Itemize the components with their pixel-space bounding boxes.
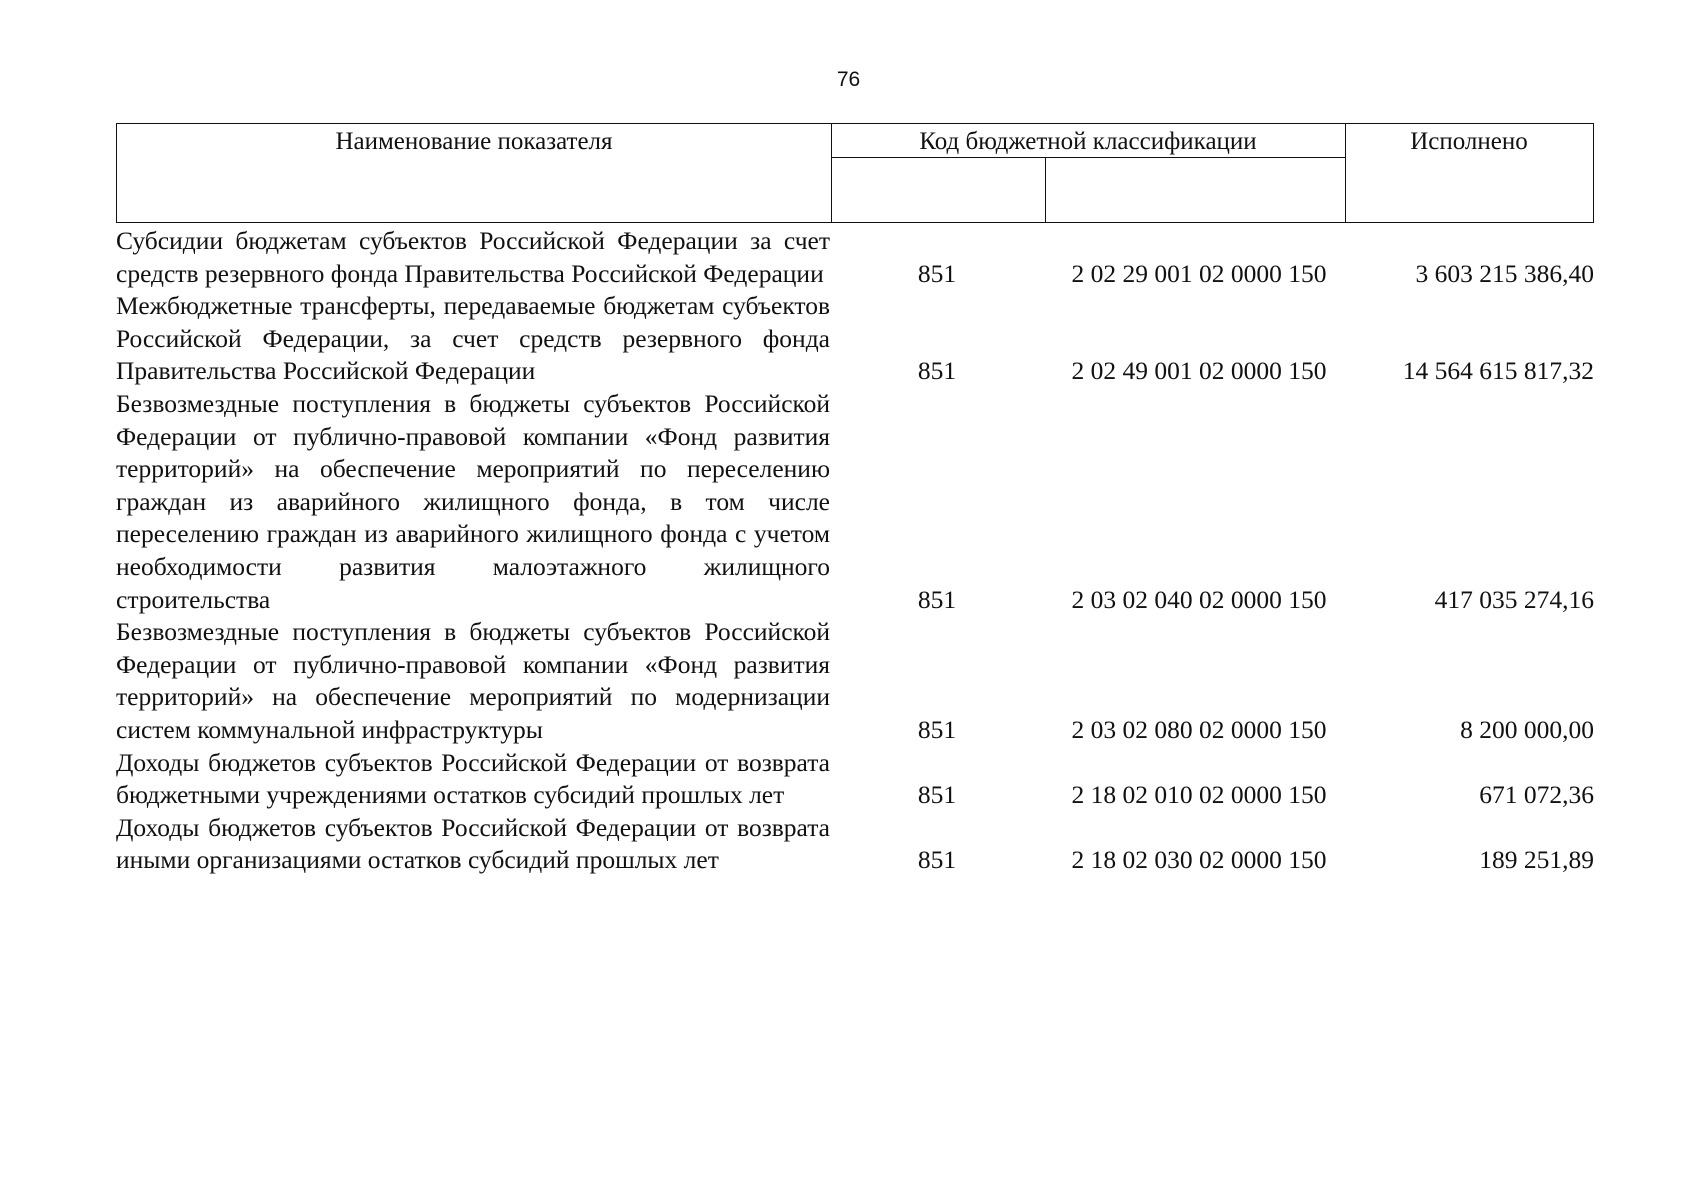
row-amount: 8 200 000,00 bbox=[1460, 714, 1594, 744]
row-income-code: 2 18 02 010 02 0000 150 bbox=[1071, 780, 1327, 810]
table-row bbox=[116, 616, 1594, 746]
row-amount: 417 035 274,16 bbox=[1434, 584, 1594, 614]
row-income-code: 2 03 02 080 02 0000 150 bbox=[1071, 714, 1327, 744]
table-row bbox=[116, 225, 1594, 290]
row-income-code: 2 03 02 040 02 0000 150 bbox=[1071, 584, 1327, 614]
row-name: Межбюджетные трансферты, передаваемые бюджетам субъектов Российской Федерации, за счет средств резервного фонда Правительства Российской Федерации bbox=[116, 291, 830, 386]
row-admin-code: 851 bbox=[917, 714, 957, 744]
row-amount: 189 251,89 bbox=[1479, 845, 1594, 875]
row-name: Субсидии бюджетам субъектов Российской Федерации за счет средств резервного фонда Правительства Российской Федерации bbox=[116, 226, 830, 288]
header-name: Наименование показателя bbox=[335, 128, 613, 155]
row-amount: 3 603 215 386,40 bbox=[1415, 258, 1594, 288]
header-subdivider bbox=[1045, 157, 1046, 222]
row-admin-code: 851 bbox=[917, 258, 957, 288]
row-admin-code: 851 bbox=[917, 356, 957, 386]
row-admin-code: 851 bbox=[917, 845, 957, 875]
row-name: Безвозмездные поступления в бюджеты субъектов Российской Федерации от публично-правовой компании «Фонд развития территорий» на обеспечение мероприятий по переселению граждан из аварийного жилищного фонда, в том числе переселению граждан из аварийного жилищного фонда с учетом необходимости развития малоэтажного жилищного строительства bbox=[116, 388, 830, 614]
row-income-code: 2 18 02 030 02 0000 150 bbox=[1071, 845, 1327, 875]
table-row bbox=[116, 747, 1594, 812]
row-name: Безвозмездные поступления в бюджеты субъектов Российской Федерации от публично-правовой компании «Фонд развития территорий» на обеспечение мероприятий по модернизации систем коммунальной инфраструктуры bbox=[116, 617, 830, 744]
header-code: Код бюджетной классификации bbox=[919, 128, 1257, 155]
row-name: Доходы бюджетов субъектов Российской Федерации от возврата бюджетными учреждениями остатков субсидий прошлых лет bbox=[116, 747, 830, 810]
header-executed: Исполнено bbox=[1410, 128, 1528, 155]
row-income-code: 2 02 29 001 02 0000 150 bbox=[1071, 258, 1327, 288]
table-row bbox=[116, 290, 1594, 388]
table-row bbox=[116, 812, 1594, 877]
table-header bbox=[116, 123, 1594, 223]
table-row bbox=[116, 388, 1594, 616]
row-name: Доходы бюджетов субъектов Российской Федерации от возврата иными организациями остатков субсидий прошлых лет bbox=[116, 812, 830, 875]
row-amount: 671 072,36 bbox=[1479, 780, 1594, 810]
row-admin-code: 851 bbox=[917, 780, 957, 810]
page-number: 76 bbox=[836, 68, 861, 91]
table-body bbox=[116, 225, 1594, 877]
row-amount: 14 564 615 817,32 bbox=[1402, 356, 1594, 386]
row-admin-code: 851 bbox=[917, 584, 957, 614]
row-income-code: 2 02 49 001 02 0000 150 bbox=[1071, 356, 1327, 386]
header-subline bbox=[831, 157, 1345, 158]
